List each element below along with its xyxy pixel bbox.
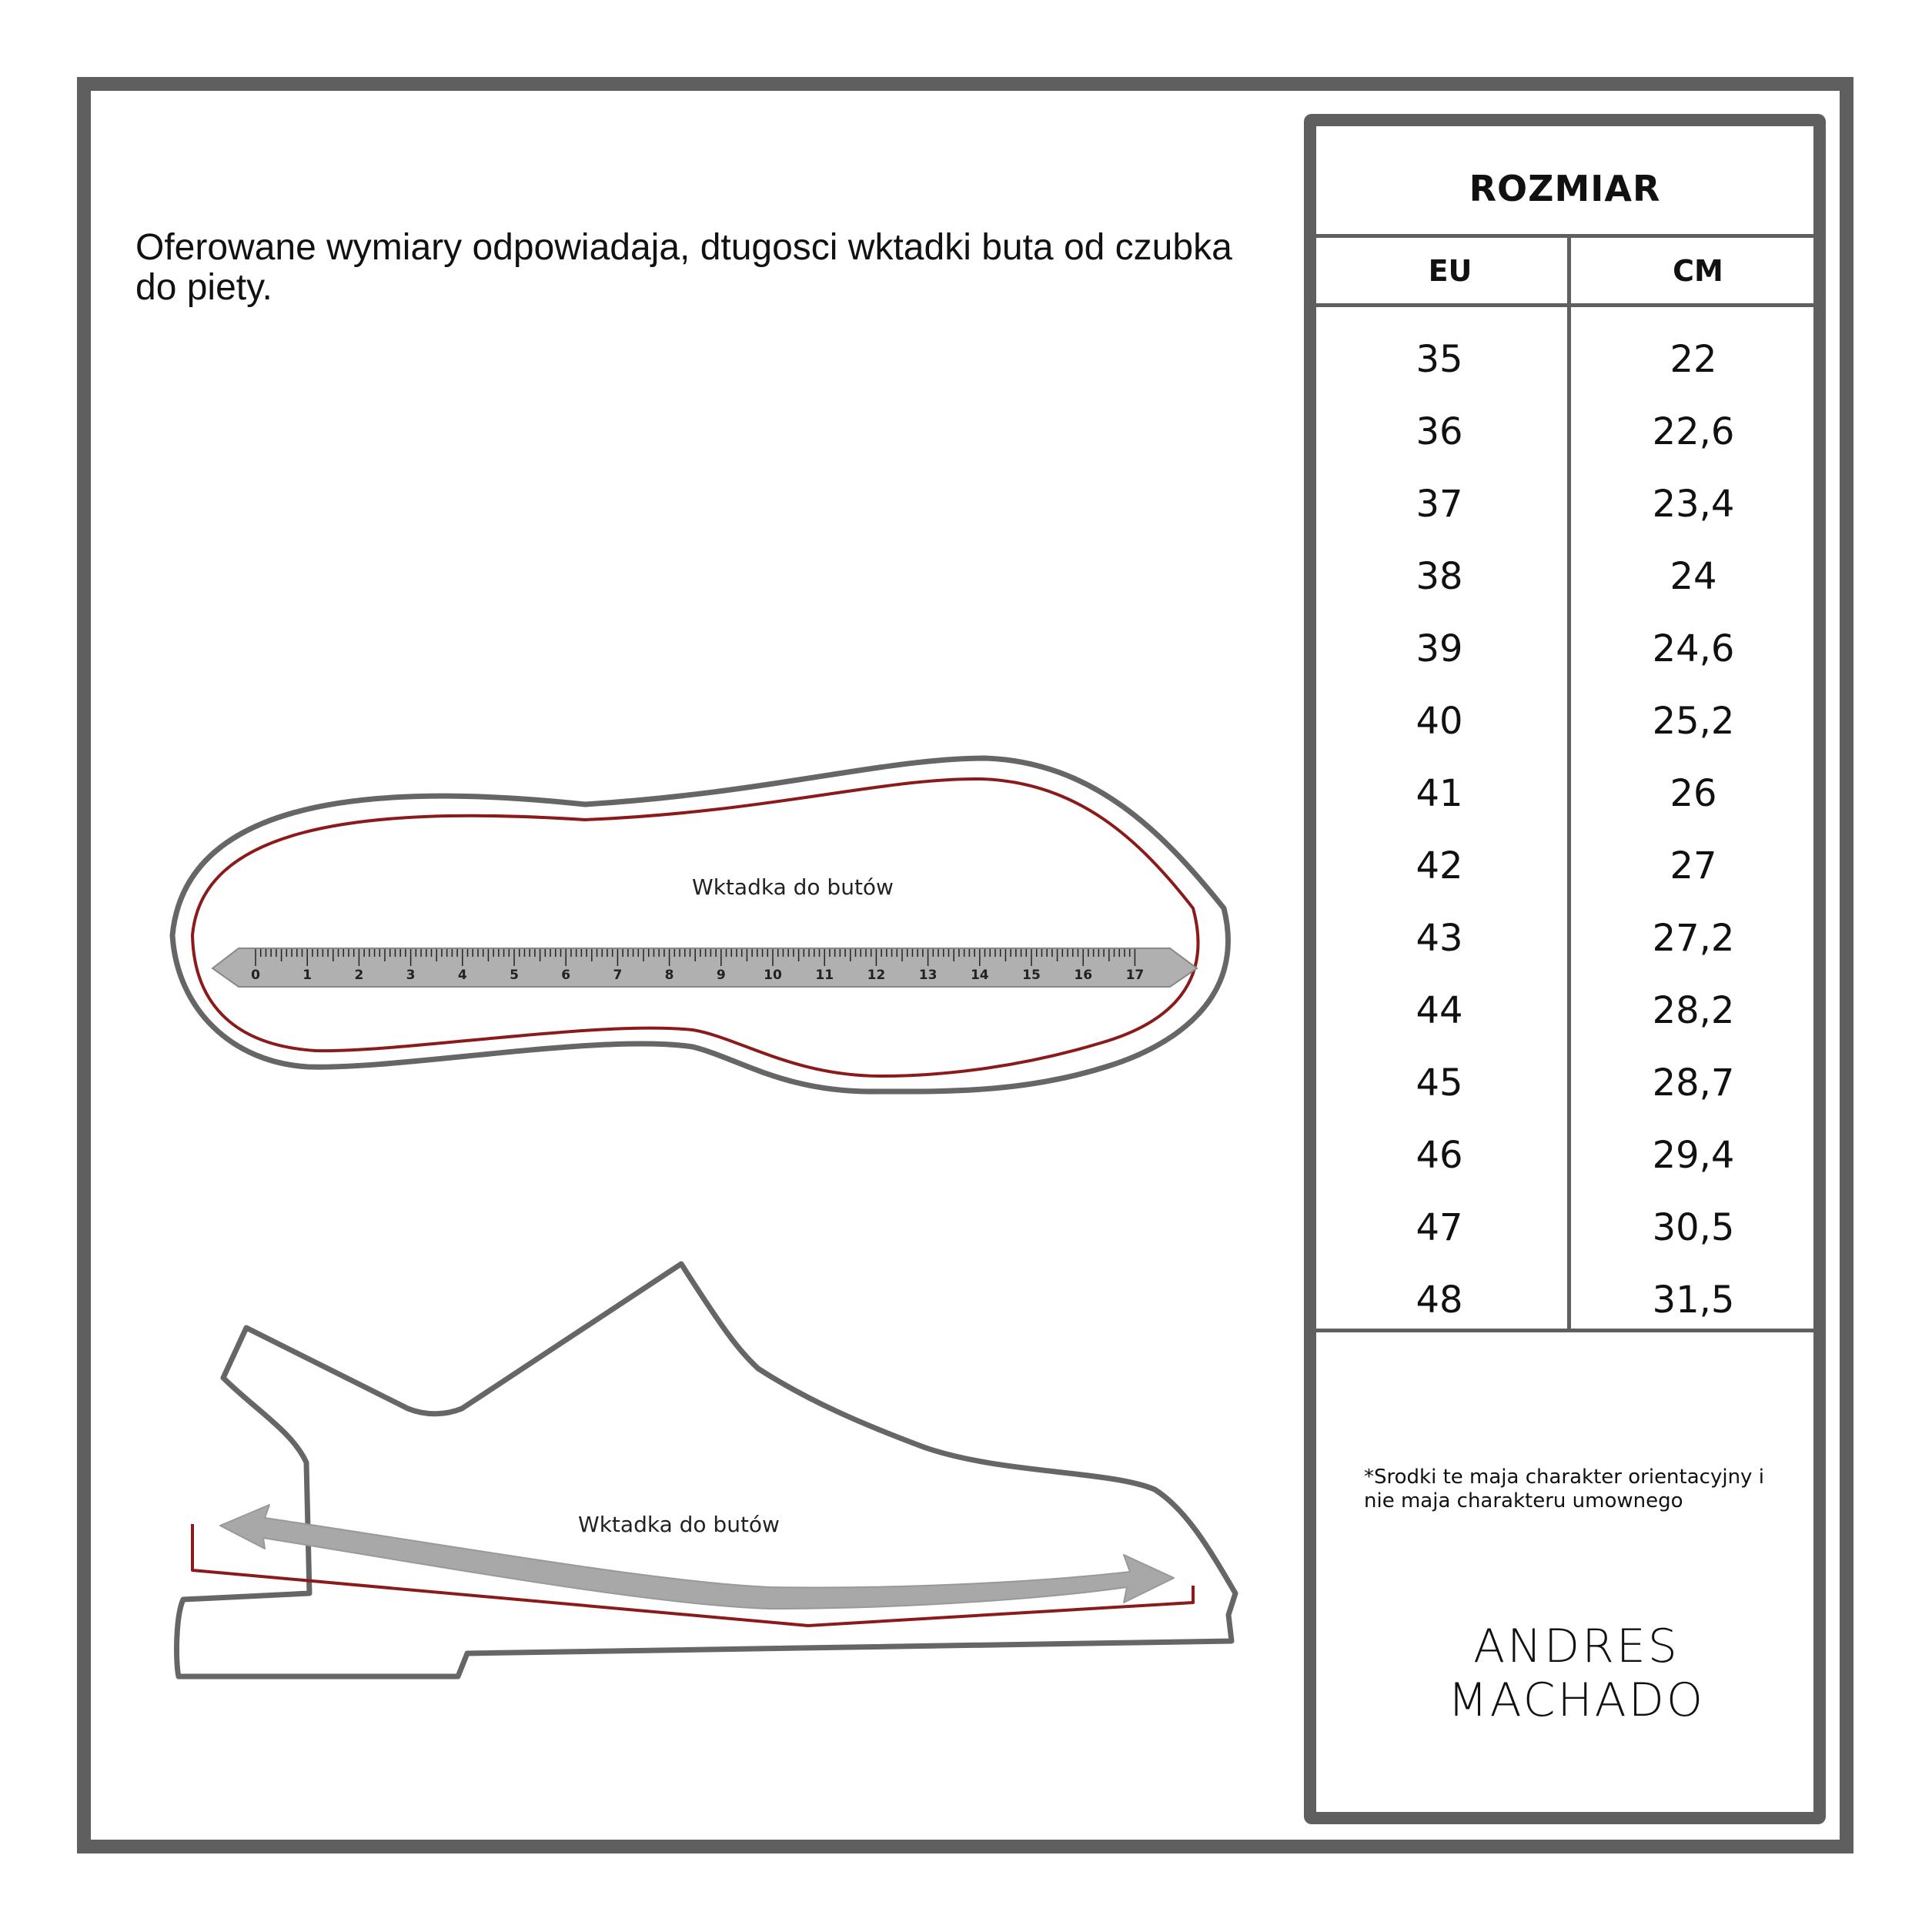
ruler-number: 2	[354, 968, 364, 983]
ruler-number: 11	[815, 968, 834, 983]
size-row	[1316, 685, 1813, 757]
sole-outline-top	[172, 758, 1228, 1091]
size-row	[1316, 1047, 1813, 1119]
column-header-divider	[1316, 303, 1813, 307]
ruler-number: 7	[613, 968, 623, 983]
ruler-number: 13	[918, 968, 938, 983]
ruler-number: 4	[457, 968, 467, 983]
eu-size-cell: 45	[1416, 1061, 1463, 1105]
eu-size-cell: 41	[1416, 772, 1463, 815]
eu-size-cell: 40	[1416, 700, 1463, 743]
cm-length-cell: 22,6	[1652, 410, 1735, 453]
cm-length-cell: 24,6	[1652, 627, 1735, 670]
headline: Oferowane wymiary odpowiadaja, dtugosci wktadki buta od czubka do piety.	[135, 227, 1232, 308]
ruler-number: 0	[251, 968, 260, 983]
ruler-number: 10	[764, 968, 782, 983]
eu-size-cell: 42	[1416, 844, 1463, 887]
ruler-number: 16	[1074, 968, 1093, 983]
size-row	[1316, 396, 1813, 468]
cm-length-cell: 26	[1670, 772, 1717, 815]
ruler-number: 14	[970, 968, 989, 983]
eu-size-cell: 38	[1416, 555, 1463, 598]
size-row	[1316, 974, 1813, 1047]
cm-length-cell: 31,5	[1652, 1279, 1735, 1322]
eu-size-cell: 46	[1416, 1134, 1463, 1177]
size-row	[1316, 1264, 1813, 1336]
ruler-number: 15	[1022, 968, 1041, 983]
cm-length-cell: 28,2	[1652, 989, 1735, 1032]
eu-size-cell: 36	[1416, 410, 1463, 453]
eu-size-cell: 43	[1416, 917, 1463, 960]
cm-length-cell: 25,2	[1652, 700, 1735, 743]
eu-size-cell: 44	[1416, 989, 1463, 1032]
disclaimer-note: *Srodki te maja charakter orientacyjny i nie maja charakteru umownego	[1364, 1466, 1764, 1513]
eu-size-cell: 47	[1416, 1206, 1463, 1249]
eu-size-cell: 39	[1416, 627, 1463, 670]
eu-size-cell: 35	[1416, 338, 1463, 381]
insole-label-top: Wktadka do butów	[692, 874, 894, 900]
cm-length-cell: 29,4	[1652, 1134, 1735, 1177]
size-row	[1316, 613, 1813, 685]
eu-size-cell: 37	[1416, 483, 1463, 526]
cm-length-cell: 23,4	[1652, 483, 1735, 526]
column-header-eu: EU	[1428, 254, 1472, 288]
size-chart-title: ROZMIAR	[1469, 168, 1661, 209]
size-row	[1316, 1119, 1813, 1192]
cm-length-cell: 30,5	[1652, 1206, 1735, 1249]
table-bottom-divider	[1316, 1329, 1813, 1332]
brand-logo: ANDRES MACHADO	[1447, 1619, 1706, 1727]
cm-length-cell: 22	[1670, 338, 1717, 381]
ruler-number: 6	[561, 968, 571, 983]
insole-outline-top	[192, 779, 1198, 1076]
size-row	[1316, 468, 1813, 540]
size-row	[1316, 830, 1813, 902]
size-row	[1316, 323, 1813, 396]
size-row	[1316, 1192, 1813, 1264]
cm-length-cell: 27	[1670, 844, 1717, 887]
size-row	[1316, 902, 1813, 974]
ruler-number: 8	[664, 968, 674, 983]
shoe-side-outline	[177, 1264, 1235, 1676]
insole-label-side: Wktadka do butów	[578, 1512, 780, 1537]
ruler-number: 17	[1125, 968, 1145, 983]
cm-length-cell: 28,7	[1652, 1061, 1735, 1105]
ruler-number: 5	[510, 968, 519, 983]
eu-size-cell: 48	[1416, 1279, 1463, 1322]
size-row	[1316, 540, 1813, 613]
ruler-number: 9	[716, 968, 726, 983]
size-row	[1316, 757, 1813, 830]
header-divider	[1316, 234, 1813, 238]
ruler-number: 12	[867, 968, 886, 983]
ruler-number: 3	[406, 968, 416, 983]
cm-length-cell: 24	[1670, 555, 1717, 598]
ruler-number: 1	[303, 968, 313, 983]
size-chart	[1304, 114, 1826, 1824]
column-header-cm: CM	[1673, 254, 1723, 288]
cm-length-cell: 27,2	[1652, 917, 1735, 960]
